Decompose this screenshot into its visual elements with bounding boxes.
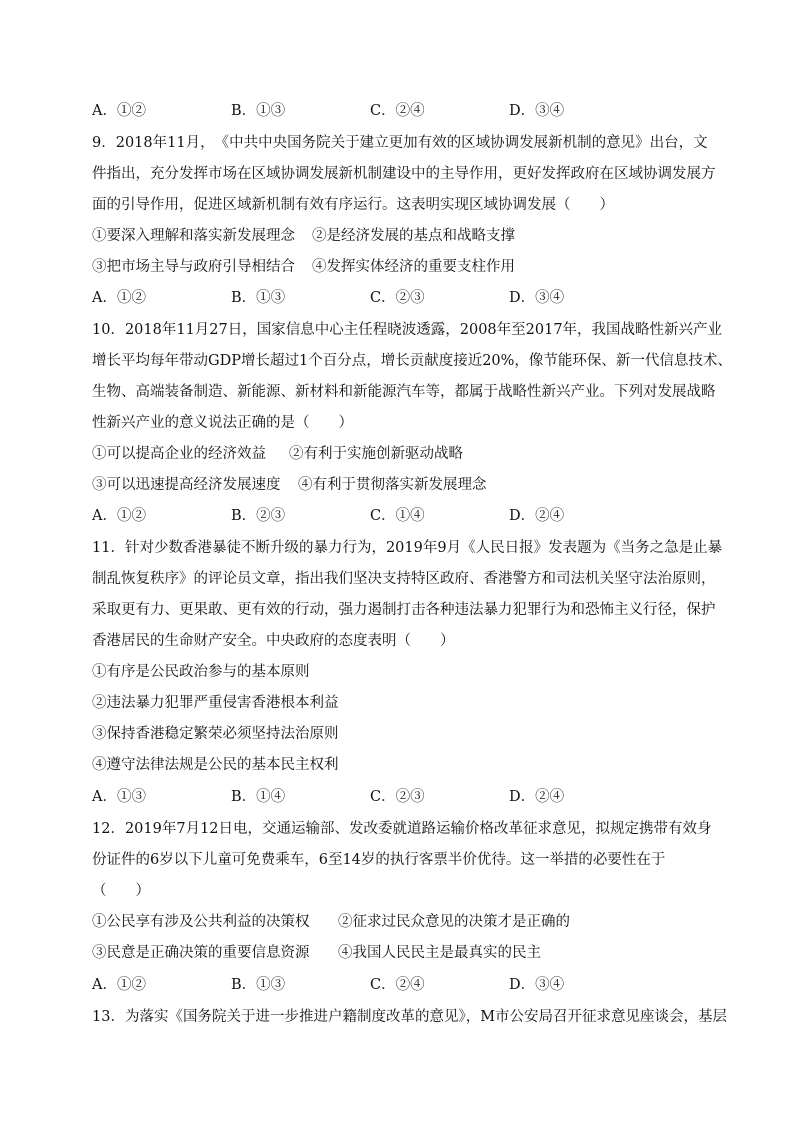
- question-9-items-row-1: [92, 226, 704, 246]
- option-d[interactable]: D．②④: [509, 508, 565, 524]
- option-d[interactable]: D．②④: [509, 789, 565, 805]
- statement-4: ④遵守法律法规是公民的基本民主权利: [92, 757, 339, 773]
- question-10-stem-line-4: 性新兴产业的意义说法正确的是（ ）: [92, 415, 353, 431]
- statement-2: ②是经济发展的基点和战略支撑: [312, 228, 515, 244]
- statement-3: ③可以迅速提高经济发展速度: [92, 477, 281, 493]
- question-11-stem-line-2: 制乱恢复秩序》的评论员文章，指出我们坚决支持特区政府、香港警方和司法机关坚守法治原则，: [92, 571, 716, 587]
- question-12-items-row-1: [92, 912, 704, 932]
- statement-2: ②违法暴力犯罪严重侵害香港根本利益: [92, 695, 339, 711]
- option-a[interactable]: A．①②: [92, 290, 146, 306]
- question-10-stem-line-3: 生物、高端装备制造、新能源、新材料和新能源汽车等，都属于战略性新兴产业。下列对发展战略: [92, 384, 716, 400]
- answer-options: [92, 101, 704, 121]
- statement-4: ④发挥实体经济的重要支柱作用: [312, 259, 515, 275]
- option-d[interactable]: D．③④: [509, 290, 565, 306]
- question-9-stem-line-2: 件指出，充分发挥市场在区域协调发展新机制建设中的主导作用，更好发挥政府在区域协调发展方: [92, 166, 716, 182]
- option-a[interactable]: A．①②: [92, 977, 146, 993]
- question-12-options: [92, 975, 704, 995]
- option-c[interactable]: C．①④: [370, 508, 425, 524]
- option-b[interactable]: B．①④: [231, 789, 286, 805]
- question-13-stem-line-1: 13．为落实《国务院关于进一步推进户籍制度改革的意见》，M市公安局召开征求意见座谈会，基层: [92, 1009, 728, 1025]
- question-11-options: [92, 787, 704, 807]
- option-c[interactable]: C．②④: [370, 977, 425, 993]
- question-12-stem-line-2: 份证件的6岁以下儿童可免费乘车，6至14岁的执行客票半价优待。这一举措的必要性在于: [92, 852, 666, 868]
- statement-4: ④我国人民民主是最真实的民主: [338, 945, 541, 961]
- option-a[interactable]: A．①②: [92, 508, 146, 524]
- question-12-stem-line-3: （ ）: [92, 883, 150, 899]
- option-b[interactable]: B．①③: [231, 977, 286, 993]
- statement-2: ②征求过民众意见的决策才是正确的: [338, 914, 570, 930]
- statement-1: ①有序是公民政治参与的基本原则: [92, 664, 310, 680]
- statement-3: ③保持香港稳定繁荣必须坚持法治原则: [92, 726, 339, 742]
- question-11-stem-line-3: 采取更有力、更果敢、更有效的行动，强力遏制打击各种违法暴力犯罪行为和恐怖主义行径，保护: [92, 602, 716, 618]
- statement-1: ①公民享有涉及公共利益的决策权: [92, 914, 310, 930]
- option-b[interactable]: B．①③: [231, 103, 286, 119]
- question-10-stem-line-2: 增长平均每年带动GDP增长超过1个百分点，增长贡献度接近20%，像节能环保、新一代信息技术、: [92, 353, 732, 369]
- question-10-items-row-2: [92, 475, 704, 495]
- question-9-items-row-2: [92, 257, 704, 277]
- statement-3: ③民意是正确决策的重要信息资源: [92, 945, 310, 961]
- option-a[interactable]: A．①③: [92, 789, 146, 805]
- statement-1: ①可以提高企业的经济效益: [92, 446, 266, 462]
- question-12-items-row-2: [92, 943, 704, 963]
- question-10-options: [92, 506, 704, 526]
- statement-2: ②有利于实施创新驱动战略: [289, 446, 463, 462]
- statement-4: ④有利于贯彻落实新发展理念: [298, 477, 487, 493]
- option-c[interactable]: C．②④: [370, 103, 425, 119]
- statement-1: ①要深入理解和落实新发展理念: [92, 228, 295, 244]
- question-9-stem-line-3: 面的引导作用，促进区域新机制有效有序运行。这表明实现区域协调发展（ ）: [92, 197, 614, 213]
- option-b[interactable]: B．①③: [231, 290, 286, 306]
- option-a[interactable]: A．①②: [92, 103, 146, 119]
- question-10-items-row-1: [92, 444, 704, 464]
- option-c[interactable]: C．②③: [370, 290, 425, 306]
- option-d[interactable]: D．③④: [509, 977, 565, 993]
- question-10-stem-line-1: 10．2018年11月27日，国家信息中心主任程晓波透露，2008年至2017年，我国战略性新兴产业: [92, 322, 723, 338]
- option-b[interactable]: B．②③: [231, 508, 286, 524]
- question-11-stem-line-1: 11．针对少数香港暴徒不断升级的暴力行为，2019年9月《人民日报》发表题为《当务之急是止暴: [92, 540, 723, 556]
- question-12-stem-line-1: 12．2019年7月12日电，交通运输部、发改委就道路运输价格改革征求意见，拟规定携带有效身: [92, 821, 712, 837]
- option-c[interactable]: C．②③: [370, 789, 425, 805]
- question-9-options: [92, 288, 704, 308]
- option-d[interactable]: D．③④: [509, 103, 565, 119]
- question-9-stem-line-1: 9．2018年11月， 《中共中央国务院关于建立更加有效的区域协调发展新机制的意见》出台，文: [92, 135, 708, 151]
- statement-3: ③把市场主导与政府引导相结合: [92, 259, 295, 275]
- question-11-stem-line-4: 香港居民的生命财产安全。中央政府的态度表明（ ）: [92, 633, 455, 649]
